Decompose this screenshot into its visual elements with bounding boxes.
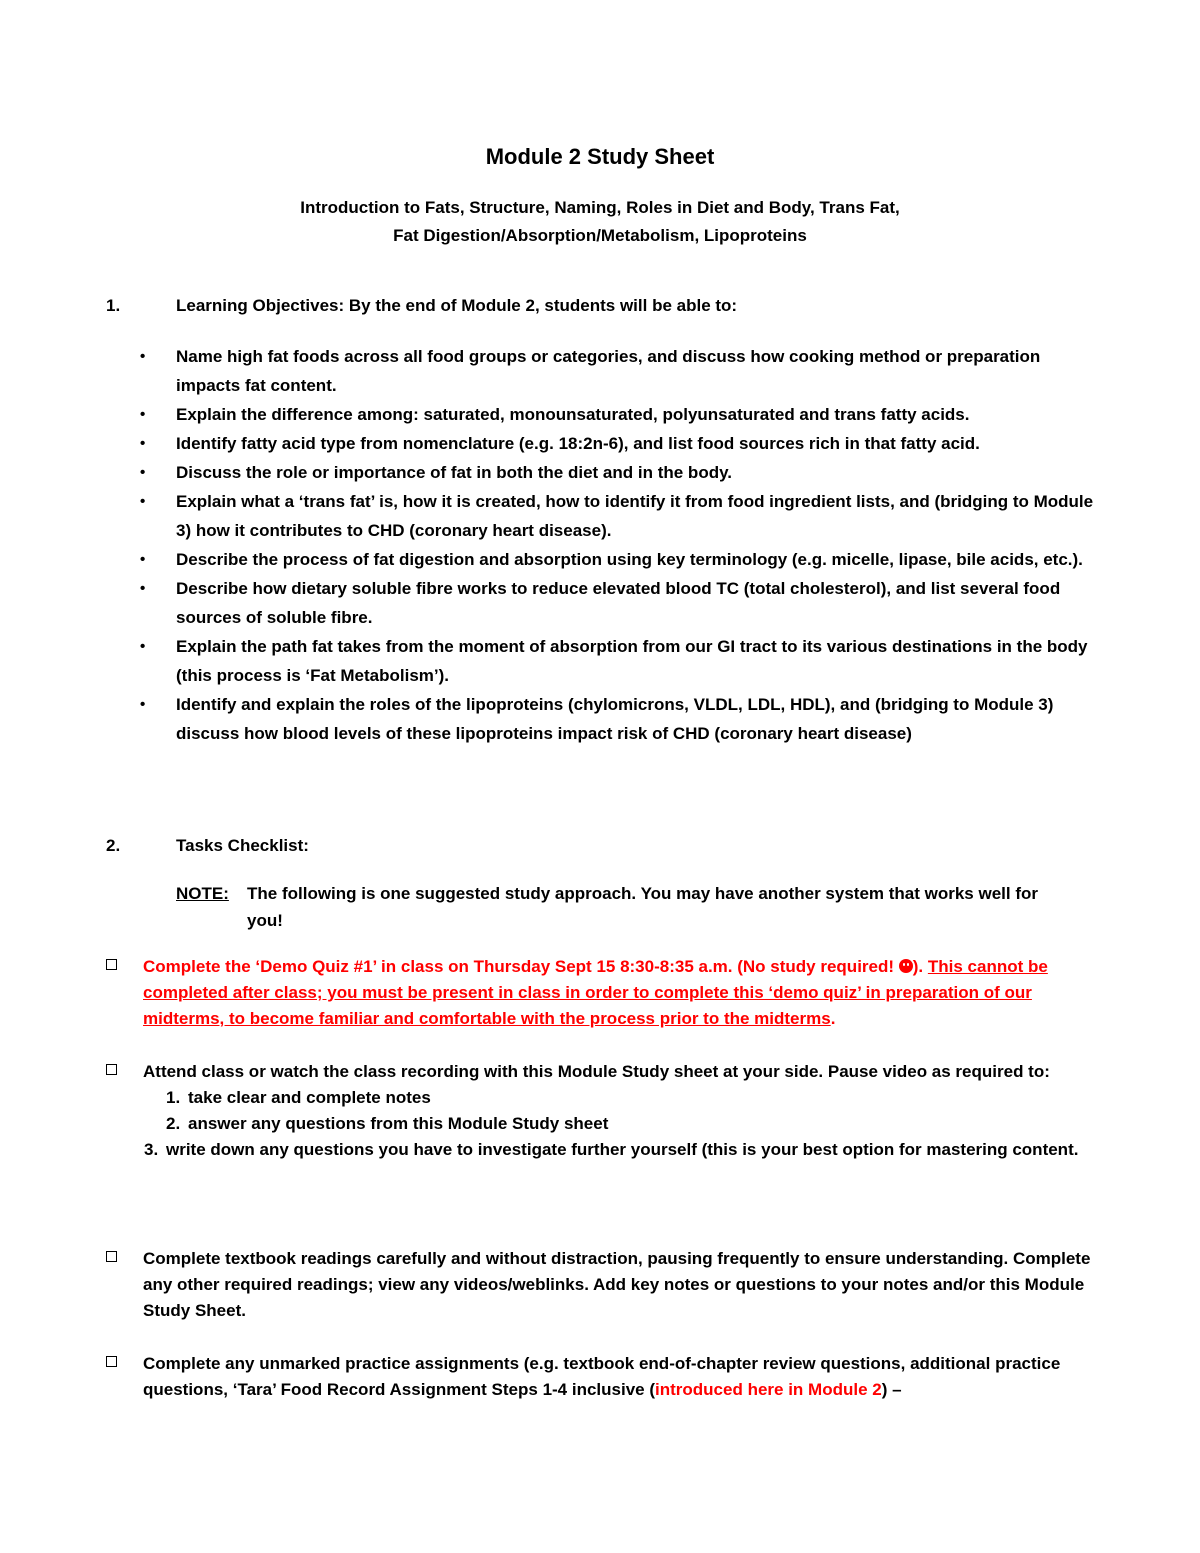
task-text [143, 1351, 1096, 1403]
task-1-text-part-4: . [830, 1009, 836, 1028]
task-4-text-part-2: introduced here in Module 2 [655, 1380, 882, 1399]
task-item-textbook-readings [106, 1246, 1096, 1324]
task-1-text-part-3: This cannot be completed after class; you must be present in class in order to complete this ‘demo quiz’ in preparation of our midterms, to become familiar and comfortable with the process prior to the midterms [143, 957, 1048, 1028]
step-item [166, 1085, 1096, 1111]
step-text: write down any questions you have to investigate further yourself (this is your best option for mastering content. [166, 1140, 1079, 1159]
note-text: The following is one suggested study approach. You may have another system that works well for you! [247, 884, 1038, 930]
task-3-text: Complete textbook readings carefully and without distraction, pausing frequently to ensure understanding. Complete any other required readings; view any videos/weblinks. Add key notes or questions to your notes and/or this Module Study Sheet. [143, 1249, 1091, 1320]
checkbox-icon[interactable] [106, 959, 117, 970]
checkbox-icon[interactable] [106, 1251, 117, 1262]
bullet-icon: • [140, 435, 146, 452]
objective-text: Explain the path fat takes from the moment of absorption from our GI tract to its various destinations in the body (this process is ‘Fat Metabolism’). [176, 637, 1088, 685]
bullet-icon: • [140, 551, 146, 568]
objective-item [138, 690, 1098, 748]
task-4-text-part-1: Complete any unmarked practice assignments (e.g. textbook end-of-chapter review questions, additional practice questions, ‘Tara’ Food Record Assignment Steps 1-4 inclusive ( [143, 1354, 1061, 1399]
page-subtitle-line-2: Fat Digestion/Absorption/Metabolism, Lipoproteins [393, 226, 807, 245]
objective-item [138, 342, 1098, 400]
page-subtitle-line-1: Introduction to Fats, Structure, Naming, Roles in Diet and Body, Trans Fat, [300, 198, 900, 217]
step-number: 2. [166, 1114, 181, 1133]
bullet-icon: • [140, 348, 146, 365]
objective-text: Explain the difference among: saturated, monounsaturated, polyunsaturated and trans fatty acids. [176, 405, 970, 424]
task-item-practice-assignments [106, 1351, 1096, 1403]
task-text [143, 1059, 1096, 1163]
bullet-icon: • [140, 464, 146, 481]
objective-text: Name high fat foods across all food groups or categories, and discuss how cooking method or preparation impacts fat content. [176, 347, 1041, 395]
objective-item [138, 487, 1098, 545]
page-title: Module 2 Study Sheet [485, 144, 715, 169]
section-1-number: 1. [106, 296, 121, 315]
objective-text: Describe how dietary soluble fibre works to reduce elevated blood TC (total cholesterol), and list several food sources of soluble fibre. [176, 579, 1061, 627]
task-4-text-part-3: ) – [881, 1380, 902, 1399]
objective-text: Discuss the role or importance of fat in both the diet and in the body. [176, 463, 733, 482]
step-number: 3. [144, 1140, 159, 1159]
step-number: 1. [166, 1088, 181, 1107]
note-label: NOTE: [176, 884, 229, 903]
section-1-title: Learning Objectives: By the end of Module 2, students will be able to: [176, 296, 738, 315]
note-block [176, 880, 1076, 934]
smiley-icon [899, 959, 913, 973]
task-1-text-part-2: ). [912, 957, 928, 976]
section-2-number: 2. [106, 836, 121, 855]
task-item-demo-quiz [106, 954, 1096, 1032]
step-item [144, 1137, 1096, 1163]
objective-text: Explain what a ‘trans fat’ is, how it is created, how to identify it from food ingredient lists, and (bridging to Module 3) how it contributes to CHD (coronary heart disease). [176, 492, 1094, 540]
bullet-icon: • [140, 696, 146, 713]
bullet-icon: • [140, 493, 146, 510]
task-1-text-part-1: Complete the ‘Demo Quiz #1’ in class on Thursday Sept 15 8:30-8:35 a.m. (No study required! [143, 957, 899, 976]
task-text [143, 954, 1096, 1032]
objective-text: Identify fatty acid type from nomenclature (e.g. 18:2n-6), and list food sources rich in that fatty acid. [176, 434, 980, 453]
step-text: answer any questions from this Module Study sheet [188, 1114, 609, 1133]
bullet-icon: • [140, 406, 146, 423]
step-text: take clear and complete notes [188, 1088, 431, 1107]
objective-item [138, 400, 1098, 429]
objective-item [138, 574, 1098, 632]
objective-item [138, 632, 1098, 690]
learning-objectives-list [138, 342, 1098, 748]
checkbox-icon[interactable] [106, 1356, 117, 1367]
bullet-icon: • [140, 580, 146, 597]
task-2-intro: Attend class or watch the class recording with this Module Study sheet at your side. Pause video as required to: [143, 1062, 1050, 1081]
task-2-steps [144, 1085, 1096, 1163]
step-item [166, 1111, 1096, 1137]
objective-text: Describe the process of fat digestion and absorption using key terminology (e.g. micelle, lipase, bile acids, etc.). [176, 550, 1083, 569]
bullet-icon: • [140, 638, 146, 655]
objective-text: Identify and explain the roles of the lipoproteins (chylomicrons, VLDL, LDL, HDL), and (bridging to Module 3) discuss how blood levels of these lipoproteins impact risk of CHD (coronary heart disease) [176, 695, 1054, 743]
section-2-title: Tasks Checklist: [176, 836, 309, 855]
checkbox-icon[interactable] [106, 1064, 117, 1075]
objective-item [138, 429, 1098, 458]
objective-item [138, 458, 1098, 487]
objective-item [138, 545, 1098, 574]
task-item-attend-class [106, 1059, 1096, 1163]
